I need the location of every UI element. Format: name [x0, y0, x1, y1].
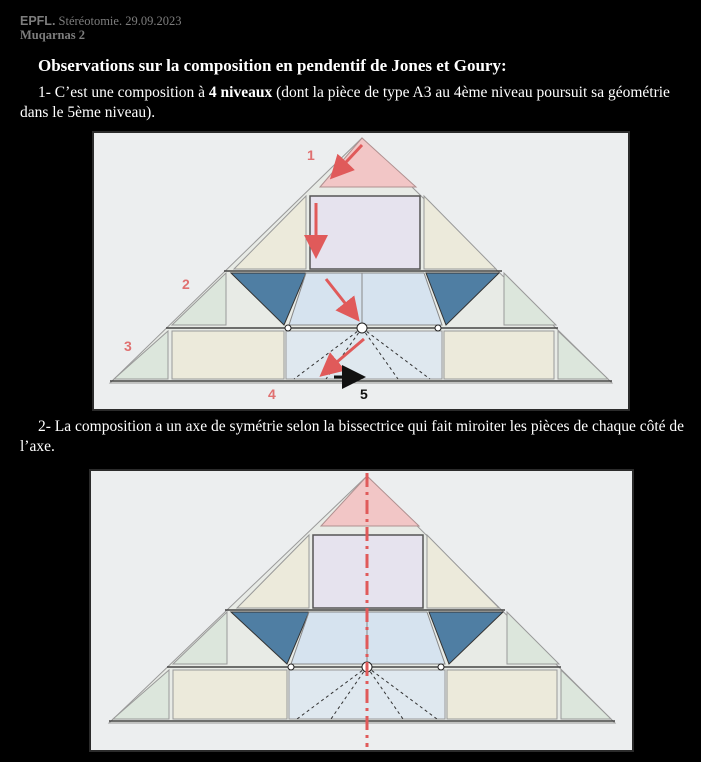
section-heading: Observations sur la composition en pendentif de Jones et Goury: [38, 56, 507, 75]
level-label-3: 3 [124, 338, 132, 354]
level-1-piece-2 [321, 476, 419, 526]
document-header [20, 14, 181, 42]
level-label-5: 5 [360, 386, 368, 402]
observation-2-text: 2- La composition a un axe de symétrie selon la bissectrice qui fait miroiter les pièces de chaque côté de l’axe. [20, 418, 685, 455]
level-label-4: 4 [268, 386, 276, 402]
level-2-square-2 [313, 535, 423, 608]
piece-cream-low-left [172, 331, 284, 379]
level-label-1: 1 [307, 147, 315, 163]
piece-green-left-2 [173, 612, 227, 664]
course-date: Stéréotomie. 29.09.2023 [58, 14, 182, 28]
piece-cream-left-2 [237, 535, 309, 608]
institution-name: EPFL. [20, 14, 56, 28]
observation-1-text-after: (dont la pièce de type A3 au 4ème niveau poursuit sa géométrie dans le 5ème niveau). [20, 84, 670, 121]
observation-1-bold: 4 niveaux [208, 84, 273, 101]
observation-2 [20, 417, 690, 457]
level-1-piece [320, 138, 416, 187]
piece-green-right [504, 273, 556, 325]
piece-cream-low-left-2 [173, 670, 287, 719]
piece-green-far-left-2 [113, 670, 169, 719]
piece-cream-right [424, 196, 496, 269]
observation-1-text-before: 1- C’est une composition à [38, 84, 209, 101]
piece-cream-low-right [444, 331, 554, 379]
figure-symmetry-drawing [91, 471, 632, 750]
level-2-square [310, 196, 420, 269]
piece-green-right-2 [507, 612, 559, 664]
figure-symmetry [89, 469, 634, 752]
piece-green-far-right [558, 331, 608, 379]
level-label-2: 2 [182, 276, 190, 292]
piece-green-far-right-2 [561, 670, 611, 719]
piece-cream-right-2 [427, 535, 499, 608]
piece-cream-low-right-2 [447, 670, 557, 719]
document-subtitle: Muqarnas 2 [20, 28, 85, 42]
observation-1 [20, 83, 690, 123]
piece-lightblue-low [286, 331, 442, 379]
figure-levels [92, 131, 630, 411]
piece-green-far-left [114, 331, 168, 379]
piece-cream-left [234, 196, 306, 269]
figure-levels-drawing [94, 133, 628, 409]
piece-green-left [172, 273, 226, 325]
